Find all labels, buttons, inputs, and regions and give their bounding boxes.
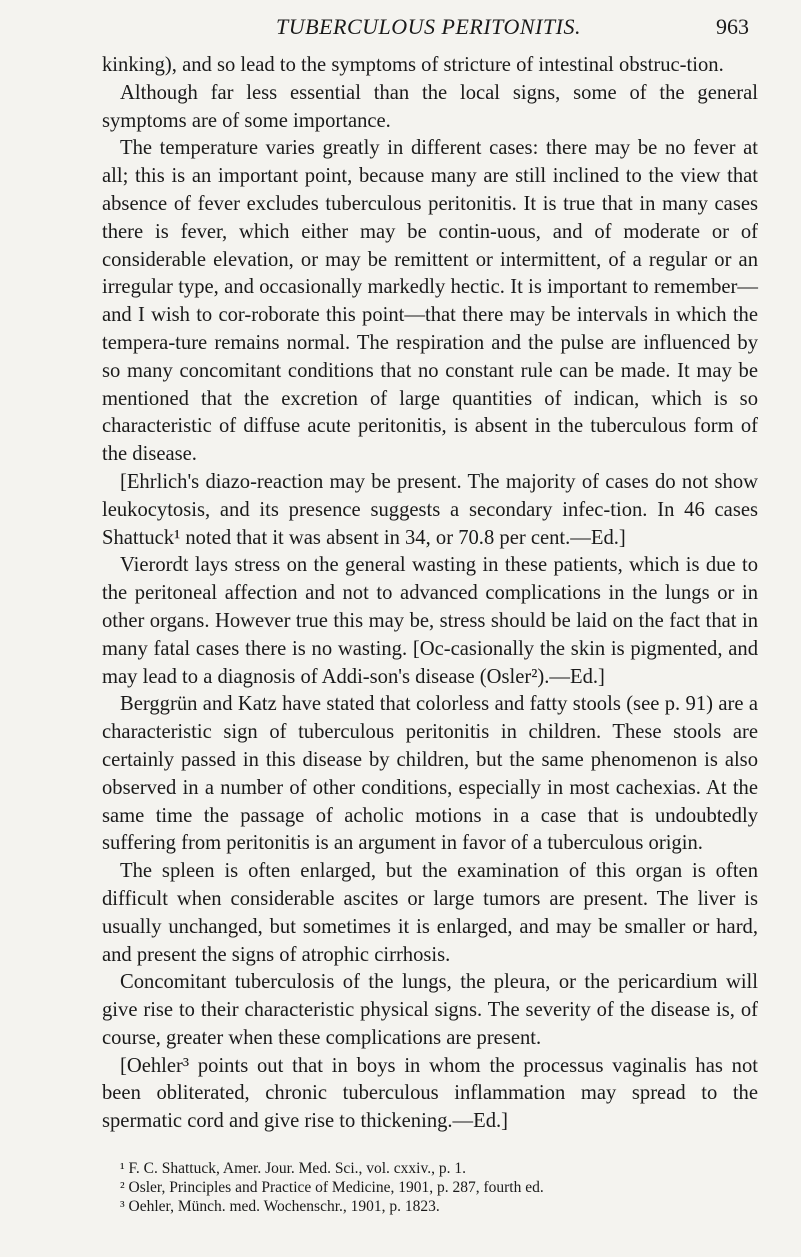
paragraph: [Oehler³ points out that in boys in whom the processus vaginalis has not been obliterated, chronic tuberculous inflammation may spread to the spermatic cord and give rise to thickening.—Ed.]	[102, 1054, 758, 1133]
body-text	[102, 52, 758, 1136]
paragraph: Vierordt lays stress on the general wasting in these patients, which is due to the peritoneal affection and not to advanced complications in the lungs or in other organs. However true this may be, stress should be laid on the fact that in many fatal cases there is no wasting. [Oc-casionally the skin is pigmented, and may lead to a diagnosis of Addi-son's disease (Osler²).—Ed.]	[102, 554, 758, 688]
paragraph: Although far less essential than the local signs, some of the general symptoms are of some importance.	[102, 81, 758, 132]
footnote: ² Osler, Principles and Practice of Medicine, 1901, p. 287, fourth ed.	[120, 1179, 544, 1196]
paragraph: kinking), and so lead to the symptoms of stricture of intestinal obstruc-tion.	[102, 54, 724, 76]
paragraph: The temperature varies greatly in different cases: there may be no fever at all; this is an important point, because many are still inclined to the view that absence of fever excludes tuberculous peritonitis. It is true that in many cases there is fever, which either may be contin-uous, and of moderate or of considerable elevation, or may be remittent or intermittent, of a regular or an irregular type, and occasionally markedly hectic. It is important to remember—and I wish to cor-roborate this point—that there may be intervals in which the tempera-ture remains normal. The respiration and the pulse are influenced by so many concomitant conditions that no constant rule can be made. It may be mentioned that the excretion of large quantities of indican, which is so characteristic of diffuse acute peritonitis, is absent in the tuberculous form of the disease.	[102, 137, 758, 466]
footnotes	[102, 1159, 758, 1216]
paragraph: Concomitant tuberculosis of the lungs, the pleura, or the pericardium will give rise to their characteristic physical signs. The severity of the disease is, of course, greater when these complications are present.	[102, 971, 758, 1049]
paragraph: Berggrün and Katz have stated that colorless and fatty stools (see p. 91) are a characteristic sign of tuberculous peritonitis in children. These stools are certainly passed in this disease by children, but the same phenomenon is also observed in a number of other conditions, especially in most cachexias. At the same time the passage of acholic motions in a case that is undoubtedly suffering from peritonitis is an argument in favor of a tuberculous origin.	[102, 693, 758, 855]
paragraph: The spleen is often enlarged, but the examination of this organ is often difficult when considerable ascites or large tumors are present. The liver is usually unchanged, but sometimes it is enlarged, and may be smaller or hard, and present the signs of atrophic cirrhosis.	[102, 860, 758, 966]
footnote: ³ Oehler, Münch. med. Wochenschr., 1901, p. 1823.	[120, 1198, 440, 1215]
paragraph: [Ehrlich's diazo-reaction may be present. The majority of cases do not show leukocytosis, and its presence suggests a secondary infec-tion. In 46 cases Shattuck¹ noted that it was absent in 34, or 70.8 per cent.—Ed.]	[102, 470, 758, 549]
running-title: TUBERCULOUS PERITONITIS.	[276, 14, 581, 39]
page-number: 963	[716, 14, 749, 39]
running-head	[108, 12, 749, 42]
footnote: ¹ F. C. Shattuck, Amer. Jour. Med. Sci., vol. cxxiv., p. 1.	[120, 1160, 466, 1177]
